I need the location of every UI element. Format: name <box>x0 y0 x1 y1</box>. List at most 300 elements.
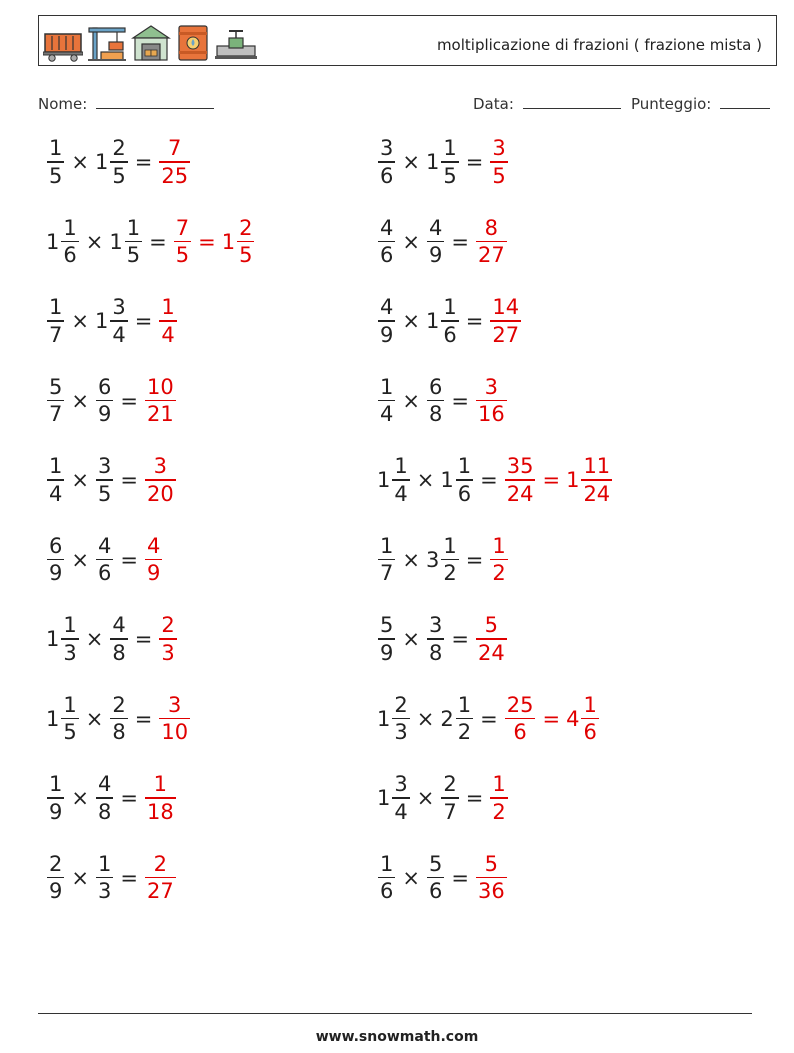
fraction <box>237 215 254 269</box>
whole-number: 1 <box>377 706 391 731</box>
numerator: 1 <box>63 215 77 240</box>
whole-number: 1 <box>94 150 109 174</box>
problem-row <box>377 127 509 197</box>
numerator: 4 <box>146 533 161 558</box>
denominator: 5 <box>492 163 506 188</box>
denominator: 16 <box>477 402 505 427</box>
denominator: 6 <box>443 322 457 347</box>
denominator: 6 <box>97 561 112 586</box>
numerator: 4 <box>380 295 394 320</box>
fraction <box>505 453 536 507</box>
numerator: 6 <box>97 374 112 399</box>
numerator: 3 <box>428 613 443 638</box>
numerator: 7 <box>168 136 182 161</box>
numerator: 3 <box>112 295 126 320</box>
numerator: 5 <box>380 613 394 638</box>
numerator: 1 <box>457 692 472 717</box>
denominator: 8 <box>428 640 443 665</box>
numerator: 2 <box>112 136 126 161</box>
denominator: 7 <box>380 561 394 586</box>
answer <box>173 215 256 269</box>
whole-number: 1 <box>377 468 391 492</box>
fraction <box>378 135 395 189</box>
fraction <box>441 294 458 348</box>
numerator: 1 <box>380 851 394 876</box>
times-sign: × <box>402 547 420 572</box>
equals-sign: = <box>465 309 484 333</box>
equals-sign: = <box>465 150 484 174</box>
times-sign: × <box>71 547 89 572</box>
numerator: 1 <box>126 215 141 240</box>
denominator: 25 <box>161 163 189 188</box>
fraction <box>110 135 127 189</box>
fraction <box>378 612 395 666</box>
whole-number: 1 <box>221 229 236 254</box>
denominator: 9 <box>49 879 63 904</box>
fraction <box>96 771 113 825</box>
denominator: 9 <box>146 561 161 586</box>
fraction <box>392 771 409 825</box>
times-sign: × <box>402 388 420 413</box>
score-line[interactable] <box>720 94 770 109</box>
numerator: 1 <box>443 533 457 558</box>
fraction <box>378 294 395 348</box>
problem-row <box>46 684 191 754</box>
times-sign: × <box>85 229 104 254</box>
numerator: 1 <box>443 136 457 161</box>
whole-number: 1 <box>566 468 580 492</box>
fraction <box>581 692 598 746</box>
equals-sign: = <box>465 786 484 810</box>
answer <box>158 135 191 189</box>
equals-sign: = <box>134 706 153 731</box>
fraction <box>490 135 507 189</box>
numerator: 1 <box>492 533 506 558</box>
fraction <box>96 374 113 428</box>
numerator: 2 <box>153 851 168 876</box>
equals-sign: = <box>120 468 138 492</box>
answer <box>475 612 508 666</box>
fraction <box>159 692 190 746</box>
numerator: 1 <box>63 692 77 717</box>
fraction <box>392 692 409 746</box>
fraction <box>378 215 395 269</box>
numerator: 5 <box>484 851 499 876</box>
equals-sign: = <box>198 229 216 254</box>
denominator: 9 <box>428 243 443 268</box>
numerator: 35 <box>506 454 534 479</box>
denominator: 2 <box>443 561 457 586</box>
answer <box>489 135 508 189</box>
answer <box>144 851 177 905</box>
fraction <box>427 851 444 905</box>
fraction <box>47 374 64 428</box>
fraction <box>145 771 176 825</box>
fraction <box>490 533 507 587</box>
fraction <box>110 294 127 348</box>
denominator: 4 <box>394 481 408 506</box>
numerator: 1 <box>443 295 457 320</box>
problem-row <box>377 525 509 595</box>
fraction <box>392 453 409 507</box>
denominator: 5 <box>239 243 253 268</box>
numerator: 4 <box>428 215 443 240</box>
times-sign: × <box>71 388 89 413</box>
whole-number: 1 <box>425 309 440 333</box>
fraction <box>47 453 64 507</box>
fraction <box>378 851 395 905</box>
fraction <box>476 612 507 666</box>
numerator: 1 <box>457 454 472 479</box>
denominator: 10 <box>161 720 189 745</box>
numerator: 2 <box>161 613 175 638</box>
answer <box>144 453 177 507</box>
fraction <box>47 135 64 189</box>
numerator: 4 <box>97 533 112 558</box>
equals-sign: = <box>542 706 561 731</box>
name-field <box>38 94 214 113</box>
fraction <box>61 215 78 269</box>
numerator: 25 <box>506 692 534 717</box>
fraction <box>96 453 113 507</box>
equals-sign: = <box>120 865 138 890</box>
equals-sign: = <box>451 388 469 413</box>
name-line[interactable] <box>96 94 214 109</box>
pipe-valve-icon <box>215 28 257 62</box>
whole-number: 1 <box>94 309 109 333</box>
denominator: 18 <box>146 799 174 824</box>
equals-sign: = <box>480 468 498 492</box>
problem-row <box>46 207 255 277</box>
numerator: 5 <box>428 851 443 876</box>
fraction <box>490 771 507 825</box>
header-box <box>38 15 777 66</box>
numerator: 1 <box>49 772 63 797</box>
answer <box>489 771 508 825</box>
denominator: 27 <box>477 243 505 268</box>
equals-sign: = <box>465 547 484 572</box>
fraction <box>441 533 458 587</box>
fraction <box>378 374 395 428</box>
answer <box>489 533 508 587</box>
denominator: 2 <box>492 561 506 586</box>
whole-number: 2 <box>440 706 454 731</box>
denominator: 5 <box>175 243 190 268</box>
problem-row <box>46 366 177 436</box>
problem-row <box>46 763 177 833</box>
fraction <box>110 692 127 746</box>
numerator: 2 <box>443 772 457 797</box>
whole-number: 1 <box>46 229 60 254</box>
fraction <box>476 374 507 428</box>
numerator: 14 <box>492 295 520 320</box>
times-sign: × <box>416 786 435 810</box>
denominator: 6 <box>457 481 472 506</box>
times-sign: × <box>71 150 89 174</box>
fraction <box>145 453 176 507</box>
fraction <box>61 612 78 666</box>
numerator: 1 <box>394 454 408 479</box>
numerator: 1 <box>49 136 63 161</box>
fraction <box>96 851 113 905</box>
times-sign: × <box>85 706 104 731</box>
numerator: 2 <box>239 215 253 240</box>
problem-row <box>46 127 191 197</box>
fraction <box>441 771 458 825</box>
fraction <box>159 135 190 189</box>
denominator: 8 <box>112 720 126 745</box>
fraction <box>427 374 444 428</box>
numerator: 4 <box>380 215 394 240</box>
problem-row <box>377 763 509 833</box>
denominator: 6 <box>428 879 443 904</box>
date-label: Data: <box>473 95 514 113</box>
times-sign: × <box>71 865 89 890</box>
fraction <box>476 851 507 905</box>
numerator: 1 <box>49 295 63 320</box>
header-icons <box>43 22 257 62</box>
denominator: 5 <box>126 243 141 268</box>
numerator: 1 <box>63 613 77 638</box>
times-sign: × <box>71 786 89 810</box>
fraction <box>145 851 176 905</box>
whole-number: 1 <box>440 468 454 492</box>
numerator: 6 <box>428 374 443 399</box>
numerator: 3 <box>97 454 112 479</box>
times-sign: × <box>416 706 435 731</box>
train-wagon-icon <box>43 28 83 62</box>
times-sign: × <box>402 865 420 890</box>
denominator: 24 <box>506 481 534 506</box>
numerator: 3 <box>484 374 499 399</box>
numerator: 1 <box>492 772 506 797</box>
fuel-barrel-icon <box>175 24 211 62</box>
denominator: 4 <box>380 402 394 427</box>
numerator: 1 <box>49 454 63 479</box>
date-line[interactable] <box>523 94 621 109</box>
answer <box>475 215 508 269</box>
worksheet-title: moltiplicazione di frazioni ( frazione mista ) <box>436 36 762 54</box>
numerator: 5 <box>484 613 499 638</box>
denominator: 27 <box>492 322 520 347</box>
numerator: 1 <box>97 851 112 876</box>
answer <box>475 374 508 428</box>
times-sign: × <box>416 468 435 492</box>
denominator: 6 <box>63 243 77 268</box>
fraction <box>145 533 162 587</box>
denominator: 5 <box>63 720 77 745</box>
denominator: 3 <box>97 879 112 904</box>
times-sign: × <box>402 627 420 651</box>
denominator: 6 <box>380 163 394 188</box>
numerator: 7 <box>175 215 190 240</box>
numerator: 3 <box>168 692 182 717</box>
denominator: 8 <box>97 799 112 824</box>
score-field <box>631 94 770 113</box>
numerator: 4 <box>97 772 112 797</box>
problem-row <box>46 525 163 595</box>
fraction <box>47 771 64 825</box>
equals-sign: = <box>451 627 469 651</box>
fraction <box>581 453 612 507</box>
problem-row <box>377 445 613 515</box>
denominator: 7 <box>49 322 63 347</box>
answer <box>504 692 600 746</box>
times-sign: × <box>71 468 89 492</box>
numerator: 2 <box>49 851 63 876</box>
denominator: 7 <box>49 402 63 427</box>
fraction <box>47 294 64 348</box>
answer <box>144 374 177 428</box>
numerator: 3 <box>153 454 168 479</box>
answer <box>158 692 191 746</box>
fraction <box>456 453 473 507</box>
denominator: 5 <box>112 163 126 188</box>
equals-sign: = <box>120 388 138 413</box>
numerator: 4 <box>112 613 126 638</box>
name-label: Nome: <box>38 95 88 113</box>
fraction <box>159 294 176 348</box>
numerator: 10 <box>146 374 174 399</box>
denominator: 9 <box>380 640 394 665</box>
equals-sign: = <box>134 150 153 174</box>
fraction <box>427 612 444 666</box>
warehouse-icon <box>131 24 171 62</box>
denominator: 3 <box>394 720 408 745</box>
fraction <box>427 215 444 269</box>
whole-number: 1 <box>46 706 60 731</box>
fraction <box>378 533 395 587</box>
fraction <box>476 215 507 269</box>
denominator: 5 <box>443 163 457 188</box>
answer <box>144 533 163 587</box>
fraction <box>61 692 78 746</box>
denominator: 9 <box>49 799 63 824</box>
equals-sign: = <box>451 229 469 254</box>
fraction <box>490 294 521 348</box>
problem-row <box>377 843 508 913</box>
numerator: 1 <box>161 295 175 320</box>
denominator: 4 <box>112 322 126 347</box>
denominator: 5 <box>49 163 63 188</box>
whole-number: 1 <box>46 627 60 651</box>
fraction <box>110 612 127 666</box>
denominator: 9 <box>97 402 112 427</box>
equals-sign: = <box>134 627 153 651</box>
problem-row <box>377 207 508 277</box>
fraction <box>441 135 458 189</box>
denominator: 27 <box>146 879 174 904</box>
score-label: Punteggio: <box>631 95 712 113</box>
denominator: 6 <box>513 720 527 745</box>
fraction <box>505 692 536 746</box>
answer <box>475 851 508 905</box>
problem-row <box>46 286 178 356</box>
fraction <box>456 692 473 746</box>
numerator: 11 <box>583 454 611 479</box>
numerator: 3 <box>394 772 408 797</box>
times-sign: × <box>85 627 104 651</box>
crane-icon <box>87 24 127 62</box>
answer <box>504 453 613 507</box>
numerator: 1 <box>380 374 394 399</box>
fraction <box>145 374 176 428</box>
fraction <box>96 533 113 587</box>
denominator: 6 <box>380 243 394 268</box>
times-sign: × <box>402 229 420 254</box>
denominator: 2 <box>457 720 472 745</box>
denominator: 5 <box>97 481 112 506</box>
problem-row <box>377 366 508 436</box>
denominator: 8 <box>428 402 443 427</box>
problem-row <box>377 604 508 674</box>
answer <box>158 612 177 666</box>
fraction <box>159 612 176 666</box>
numerator: 5 <box>49 374 63 399</box>
denominator: 6 <box>583 720 597 745</box>
denominator: 4 <box>394 799 408 824</box>
numerator: 6 <box>49 533 63 558</box>
equals-sign: = <box>149 229 167 254</box>
answer <box>144 771 177 825</box>
equals-sign: = <box>451 865 469 890</box>
denominator: 6 <box>380 879 394 904</box>
footer-url: www.snowmath.com <box>315 1029 479 1045</box>
times-sign: × <box>71 309 89 333</box>
denominator: 21 <box>146 402 174 427</box>
date-field <box>473 94 621 113</box>
fraction <box>47 533 64 587</box>
fraction <box>125 215 142 269</box>
numerator: 1 <box>380 533 394 558</box>
whole-number: 1 <box>377 786 391 810</box>
numerator: 1 <box>583 692 597 717</box>
denominator: 7 <box>443 799 457 824</box>
problem-row <box>46 604 178 674</box>
fraction <box>47 851 64 905</box>
answer <box>489 294 522 348</box>
denominator: 3 <box>161 640 175 665</box>
numerator: 3 <box>380 136 394 161</box>
denominator: 24 <box>583 481 611 506</box>
problem-row <box>46 843 177 913</box>
denominator: 20 <box>146 481 174 506</box>
equals-sign: = <box>134 309 153 333</box>
numerator: 2 <box>112 692 126 717</box>
problem-row <box>377 286 522 356</box>
equals-sign: = <box>480 706 498 731</box>
problem-row <box>46 445 177 515</box>
equals-sign: = <box>120 786 138 810</box>
times-sign: × <box>402 150 420 174</box>
denominator: 3 <box>63 640 77 665</box>
denominator: 9 <box>380 322 394 347</box>
whole-number: 3 <box>425 547 440 572</box>
denominator: 8 <box>112 640 126 665</box>
denominator: 24 <box>477 640 505 665</box>
problem-row <box>377 684 600 754</box>
numerator: 2 <box>394 692 408 717</box>
numerator: 1 <box>153 772 168 797</box>
fraction <box>174 215 191 269</box>
whole-number: 1 <box>425 150 440 174</box>
denominator: 4 <box>161 322 175 347</box>
footer-divider <box>38 1013 752 1014</box>
equals-sign: = <box>120 547 138 572</box>
equals-sign: = <box>542 468 561 492</box>
denominator: 36 <box>477 879 505 904</box>
answer <box>158 294 177 348</box>
